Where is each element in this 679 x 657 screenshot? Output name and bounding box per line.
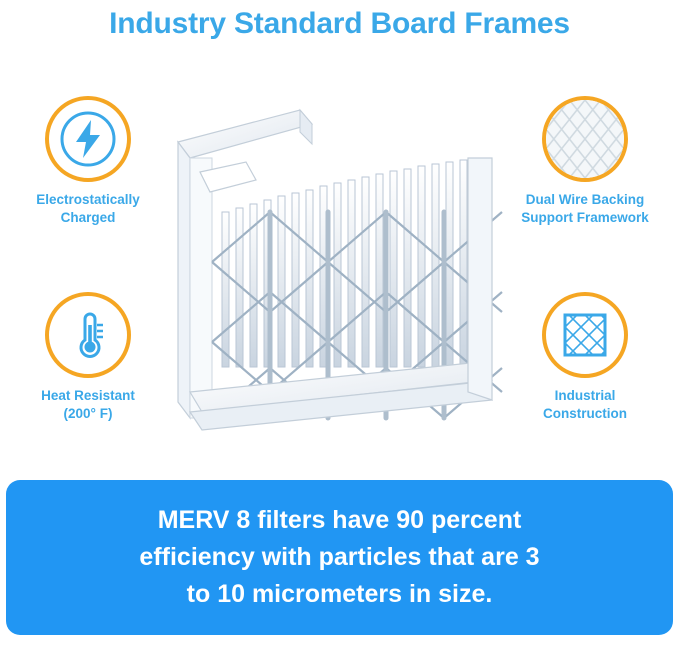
feature-dual-wire-backing [505, 96, 665, 227]
feature-caption-line2: Charged [60, 210, 116, 225]
banner-line-3: to 10 micrometers in size. [186, 580, 493, 608]
pleated-air-filter-illustration [150, 62, 510, 462]
feature-badge-circle [45, 96, 131, 182]
feature-caption-line1: Electrostatically [36, 192, 140, 207]
banner-text [113, 502, 565, 613]
page-title: Industry Standard Board Frames [109, 7, 570, 40]
filter-right-frame [468, 158, 492, 400]
thermometer-icon [60, 307, 116, 363]
feature-caption-line1: Heat Resistant [41, 388, 135, 403]
feature-electrostatically-charged [8, 96, 168, 227]
feature-caption-line2: Support Framework [521, 210, 649, 225]
feature-badge-circle [45, 292, 131, 378]
feature-badge-circle [542, 292, 628, 378]
wire-mesh-photo-icon [546, 99, 624, 179]
feature-caption [505, 387, 665, 423]
feature-caption [8, 387, 168, 423]
feature-caption-line2: (200° F) [63, 406, 113, 421]
feature-industrial-construction [505, 292, 665, 423]
feature-caption-line1: Dual Wire Backing [525, 192, 645, 207]
filter-bottom-rail [190, 362, 492, 430]
grid-square-icon [557, 307, 613, 363]
merv-info-banner [6, 480, 673, 635]
feature-caption-line2: Construction [543, 406, 627, 421]
banner-line-2: efficiency with particles that are 3 [139, 543, 540, 571]
lightning-bolt-icon [60, 111, 116, 167]
feature-caption [505, 191, 665, 227]
feature-heat-resistant [8, 292, 168, 423]
filter-pleat-fins [222, 160, 467, 367]
filter-top-rail [178, 110, 312, 158]
product-filter-image [150, 62, 510, 462]
feature-caption [8, 191, 168, 227]
feature-caption-line1: Industrial [554, 388, 616, 403]
feature-badge-circle [542, 96, 628, 182]
banner-line-1: MERV 8 filters have 90 percent [157, 506, 522, 534]
